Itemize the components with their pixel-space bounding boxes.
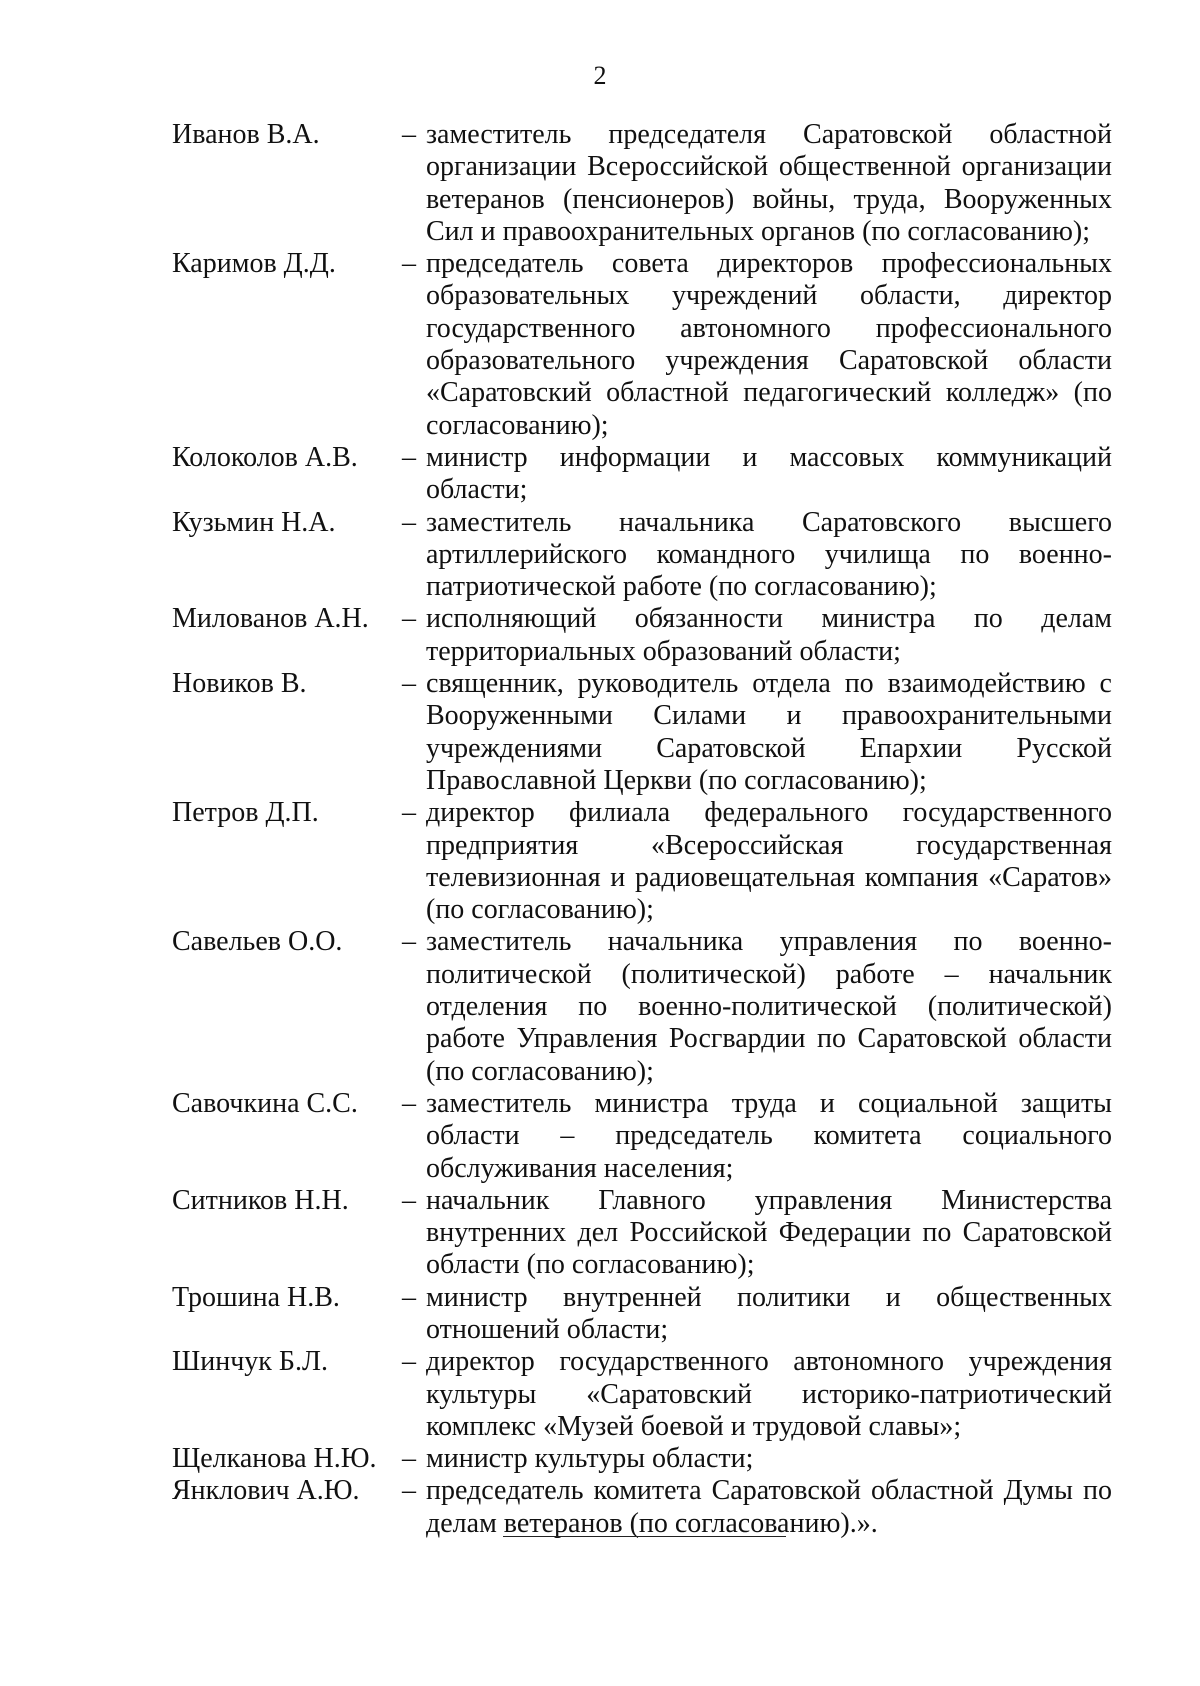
member-entry (172, 603, 1112, 668)
member-entry (172, 442, 1112, 507)
member-dash: – (402, 441, 416, 473)
member-position: министр культуры области; (426, 1443, 754, 1475)
member-position: директор филиала федерального государственного предприятия «Всероссийская государственная телевизионная и радиовещательная компания «Саратов» (по согласованию); (426, 797, 1112, 926)
member-entry (172, 119, 1112, 248)
member-position: заместитель начальника управления по военно-политической (политической) работе – начальник отделения по военно-политической (политической) работе Управления Росгвардии по Саратовской области (по согласованию); (426, 926, 1112, 1087)
member-dash: – (402, 1087, 416, 1119)
member-position: заместитель министра труда и социальной защиты области – председатель комитета социального обслуживания населения; (426, 1087, 1112, 1184)
member-dash: – (402, 1475, 416, 1507)
member-entry (172, 248, 1112, 442)
member-dash: – (402, 603, 416, 635)
member-dash: – (402, 506, 416, 538)
member-dash: – (402, 1184, 416, 1216)
member-position: министр внутренней политики и общественных отношений области; (426, 1281, 1112, 1345)
member-name: Иванов В.А. (172, 119, 320, 150)
member-position: священник, руководитель отдела по взаимодействию с Вооруженными Силами и правоохранительными учреждениями Саратовской Епархии Русской Православной Церкви (по согласованию); (426, 668, 1112, 796)
member-dash: – (402, 668, 416, 700)
member-name: Щелканова Н.Ю. (172, 1443, 377, 1475)
closing-separator-line (503, 1536, 786, 1537)
member-name: Кузьмин Н.А. (172, 506, 336, 538)
page-number: 2 (593, 61, 607, 90)
member-position: директор государственного автономного учреждения культуры «Саратовский историко-патриотический комплекс «Музей боевой и трудовой славы»; (426, 1346, 1112, 1442)
member-name: Каримов Д.Д. (172, 248, 336, 280)
member-name: Милованов А.Н. (172, 603, 369, 635)
member-position: начальник Главного управления Министерства внутренних дел Российской Федерации по Саратовской области (по согласованию); (426, 1184, 1112, 1281)
member-name: Савочкина С.С. (172, 1087, 358, 1119)
member-entry (172, 1088, 1112, 1185)
member-name: Петров Д.П. (172, 797, 319, 829)
member-entry (172, 797, 1112, 926)
member-name: Шинчук Б.Л. (172, 1346, 328, 1378)
member-name: Трошина Н.В. (172, 1281, 340, 1313)
member-entry (172, 1185, 1112, 1282)
member-dash: – (402, 797, 416, 829)
member-entry (172, 1475, 1112, 1540)
member-dash: – (402, 1281, 416, 1313)
member-dash: – (402, 1346, 416, 1378)
member-entry (172, 926, 1112, 1087)
member-name: Янклович А.Ю. (172, 1475, 360, 1507)
member-position: заместитель председателя Саратовской областной организации Всероссийской общественной организации ветеранов (пенсионеров) войны, труда, Вооруженных Сил и правоохранительных органов (по согласованию); (426, 119, 1112, 247)
member-dash: – (402, 926, 416, 958)
member-name: Савельев О.О. (172, 926, 343, 958)
member-entry (172, 1443, 1112, 1475)
member-name: Новиков В. (172, 668, 307, 700)
member-entry (172, 668, 1112, 797)
member-position: министр информации и массовых коммуникаций области; (426, 441, 1112, 506)
member-dash: – (402, 248, 416, 280)
member-entry (172, 1282, 1112, 1347)
member-name: Ситников Н.Н. (172, 1184, 349, 1216)
member-entry (172, 1346, 1112, 1443)
member-position: исполняющий обязанности министра по делам территориальных образований области; (426, 603, 1112, 667)
member-position: председатель совета директоров профессиональных образовательных учреждений области, директор государственного автономного профессионального образовательного учреждения Саратовской области «Саратовский областной педагогический колледж» (по согласованию); (426, 248, 1112, 441)
member-dash: – (402, 119, 416, 150)
member-name: Колоколов А.В. (172, 441, 358, 473)
member-list (172, 119, 1112, 1540)
member-position: заместитель начальника Саратовского высшего артиллерийского командного училища по военно-патриотической работе (по согласованию); (426, 506, 1112, 603)
member-dash: – (402, 1443, 416, 1475)
member-position: председатель комитета Саратовской областной Думы по делам ветеранов (по согласованию).». (426, 1475, 1112, 1539)
member-entry (172, 507, 1112, 604)
